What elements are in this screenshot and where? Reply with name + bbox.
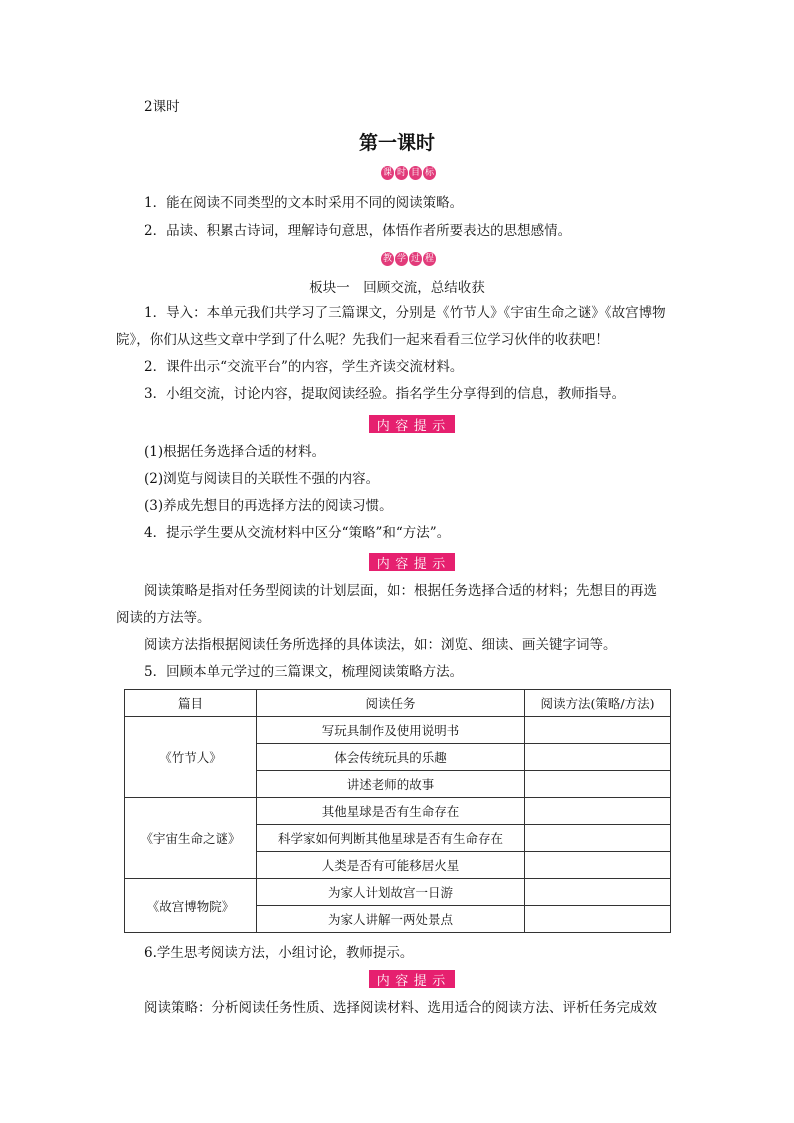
badge-char: 容 xyxy=(395,556,411,572)
lesson-count: 2课时 xyxy=(144,99,180,115)
table-task-cell: 为家人计划故宫一日游 xyxy=(257,879,525,906)
badge-char: 容 xyxy=(395,418,411,434)
table-row xyxy=(125,879,671,906)
tip-badge xyxy=(369,970,455,988)
table-row xyxy=(125,717,671,744)
lesson-title: 第一课时 xyxy=(358,132,435,154)
reading-methods-table xyxy=(124,689,671,933)
badge-char: 目 xyxy=(410,168,420,178)
table-task-cell: 人类是否有可能移居火星 xyxy=(257,852,525,879)
step-2: 2．课件出示“交流平台”的内容，学生齐读交流材料。 xyxy=(144,359,464,375)
table-method-cell[interactable] xyxy=(525,717,671,744)
badge-char: 教 xyxy=(382,254,392,264)
badge-char: 示 xyxy=(432,418,448,434)
badge-char: 程 xyxy=(424,254,434,264)
badge-char: 提 xyxy=(413,973,429,989)
badge-char: 内 xyxy=(376,973,392,989)
table-method-cell[interactable] xyxy=(525,879,671,906)
table-method-cell[interactable] xyxy=(525,798,671,825)
table-method-cell[interactable] xyxy=(525,825,671,852)
badge-char: 提 xyxy=(413,418,429,434)
table-header-row xyxy=(125,690,671,717)
table-method-cell[interactable] xyxy=(525,906,671,933)
table-header-cell: 篇目 xyxy=(125,690,257,717)
tip-badge xyxy=(369,415,455,433)
badge-char: 时 xyxy=(396,168,406,178)
table-method-cell[interactable] xyxy=(525,771,671,798)
table-header-cell: 阅读任务 xyxy=(257,690,525,717)
tip-2-line-1: 阅读策略是指对任务型阅读的计划层面，如：根据任务选择合适的材料；先想目的再选 xyxy=(144,583,657,599)
step-1-line-2: 院》，你们从这些文章中学到了什么呢？先我们一起来看看三位学习伙伴的收获吧！ xyxy=(116,332,609,348)
tip-1-item-2: (2)浏览与阅读目的关联性不强的内容。 xyxy=(144,471,380,487)
badge-char: 容 xyxy=(395,973,411,989)
step-1-line-1: 1．导入：本单元我们共学习了三篇课文，分别是《竹节人》《宇宙生命之谜》《故宫博物 xyxy=(144,305,666,321)
table-title-cell: 《故宫博物院》 xyxy=(125,879,257,933)
step-6: 6.学生思考阅读方法，小组讨论，教师提示。 xyxy=(144,945,414,961)
table-task-cell: 为家人讲解一两处景点 xyxy=(257,906,525,933)
table-title-cell: 《宇宙生命之谜》 xyxy=(125,798,257,879)
table-task-cell: 写玩具制作及使用说明书 xyxy=(257,717,525,744)
table-method-cell[interactable] xyxy=(525,744,671,771)
tip-3-line-1: 阅读策略：分析阅读任务性质、选择阅读材料、选用适合的阅读方法、评析任务完成效 xyxy=(144,1000,657,1016)
objective-1: 1．能在阅读不同类型的文本时采用不同的阅读策略。 xyxy=(144,195,464,211)
badge-char: 示 xyxy=(432,556,448,572)
table-row xyxy=(125,798,671,825)
step-5: 5．回顾本单元学过的三篇课文，梳理阅读策略方法。 xyxy=(144,664,464,680)
tip-1-item-3: (3)养成先想目的再选择方法的阅读习惯。 xyxy=(144,498,393,514)
tip-2-line-2: 阅读的方法等。 xyxy=(116,610,211,626)
objective-2: 2．品读、积累古诗词，理解诗句意思，体悟作者所要表达的思想感情。 xyxy=(144,223,572,239)
badge-char: 标 xyxy=(424,168,434,178)
badge-char: 学 xyxy=(396,254,406,264)
table-header-cell: 阅读方法(策略/方法) xyxy=(525,690,671,717)
badge-char: 课 xyxy=(382,168,392,178)
tip-badge xyxy=(369,553,455,571)
badge-char: 过 xyxy=(410,254,420,264)
table-task-cell: 体会传统玩具的乐趣 xyxy=(257,744,525,771)
objectives-badge xyxy=(381,166,436,184)
tip-2-line-3: 阅读方法指根据阅读任务所选择的具体读法，如：浏览、细读、画关键字词等。 xyxy=(144,637,617,653)
badge-char: 提 xyxy=(413,556,429,572)
badge-char: 内 xyxy=(376,556,392,572)
step-3: 3．小组交流，讨论内容，提取阅读经验。指名学生分享得到的信息，教师指导。 xyxy=(144,386,626,402)
badge-char: 示 xyxy=(432,973,448,989)
table-task-cell: 讲述老师的故事 xyxy=(257,771,525,798)
table-method-cell[interactable] xyxy=(525,852,671,879)
table-title-cell: 《竹节人》 xyxy=(125,717,257,798)
step-4: 4．提示学生要从交流材料中区分“策略”和“方法”。 xyxy=(144,525,451,541)
badge-char: 内 xyxy=(376,418,392,434)
process-badge xyxy=(381,252,436,270)
section-title: 板块一 回顾交流，总结收获 xyxy=(309,280,485,296)
table-task-cell: 科学家如何判断其他星球是否有生命存在 xyxy=(257,825,525,852)
tip-1-item-1: (1)根据任务选择合适的材料。 xyxy=(144,444,326,460)
table-task-cell: 其他星球是否有生命存在 xyxy=(257,798,525,825)
